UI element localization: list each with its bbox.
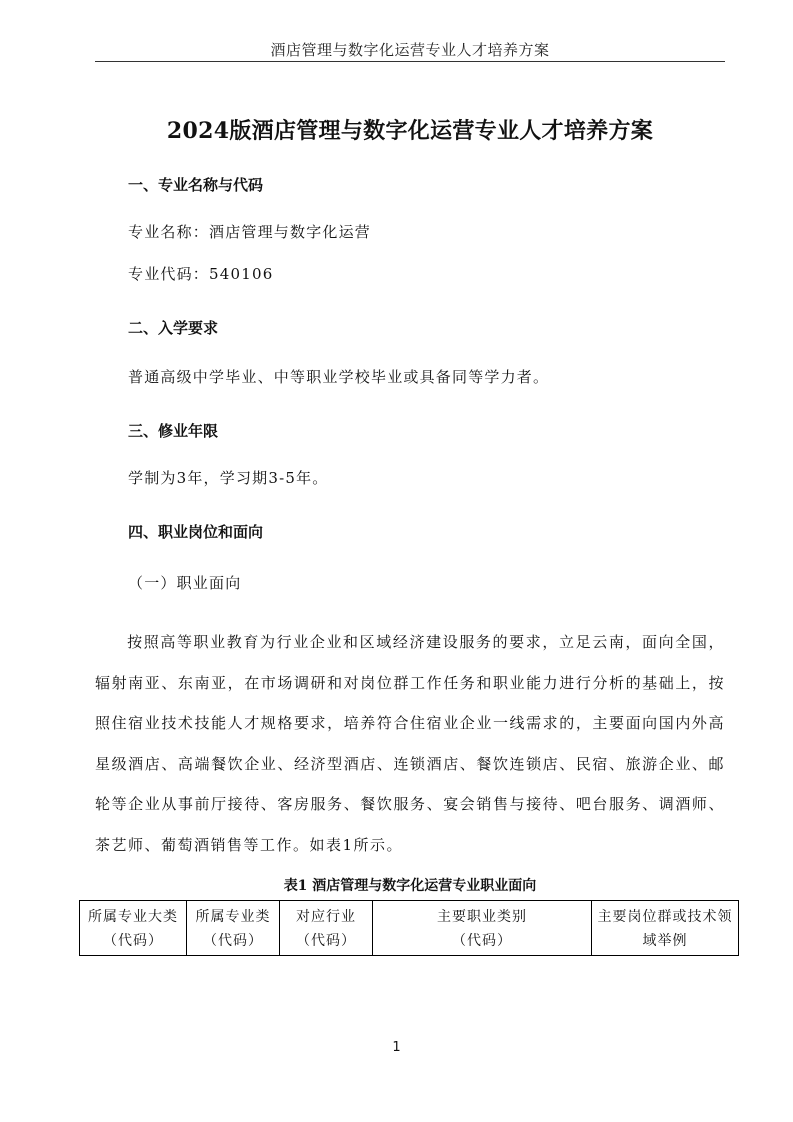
admission-text: 普通高级中学毕业、中等职业学校毕业或具备同等学力者。 [128, 368, 550, 386]
major-code-line: 专业代码：540106 [128, 265, 274, 283]
section-heading-admission: 二、入学要求 [128, 319, 219, 337]
section-heading-major-name: 一、专业名称与代码 [128, 176, 264, 194]
table-caption: 表1 酒店管理与数字化运营专业职业面向 [283, 878, 537, 894]
section-heading-career: 四、职业岗位和面向 [128, 523, 264, 541]
table-header-cell: 所属专业大类 （代码） [80, 901, 187, 956]
table-header-cell: 所属专业类 （代码） [187, 901, 280, 956]
page-number: 1 [392, 1040, 401, 1055]
document-title: 2024版酒店管理与数字化运营专业人才培养方案 [166, 118, 654, 144]
table-header-cell: 对应行业 （代码） [280, 901, 373, 956]
section-heading-duration: 三、修业年限 [128, 422, 219, 440]
occupation-table [79, 900, 739, 956]
header-divider [95, 61, 725, 62]
table-header-cell: 主要职业类别 （代码） [373, 901, 592, 956]
career-orientation-text: 按照高等职业教育为行业企业和区域经济建设服务的要求，立足云南，面向全国，辐射南亚、东南亚，在市场调研和对岗位群工作任务和职业能力进行分析的基础上，按照住宿业技术技能人才规格要求，培养符合住宿业企业一线需求的，主要面向国内外高星级酒店、高端餐饮企业、经济型酒店、连锁酒店、餐饮连锁店、民宿、旅游企业、邮轮等企业从事前厅接待、客房服务、餐饮服务、宴会销售与接待、吧台服务、调酒师、茶艺师、葡萄酒销售等工作。如表1所示。 [95, 633, 725, 854]
career-orientation-paragraph [95, 622, 725, 865]
subsection-heading-career-orientation: （一）职业面向 [128, 574, 242, 592]
duration-text: 学制为3年，学习期3-5年。 [128, 469, 329, 487]
running-header: 酒店管理与数字化运营专业人才培养方案 [270, 41, 550, 59]
table-header-cell: 主要岗位群或技术领 域举例 [592, 901, 739, 956]
table-header-row [80, 901, 739, 956]
major-name-line: 专业名称：酒店管理与数字化运营 [128, 223, 372, 241]
